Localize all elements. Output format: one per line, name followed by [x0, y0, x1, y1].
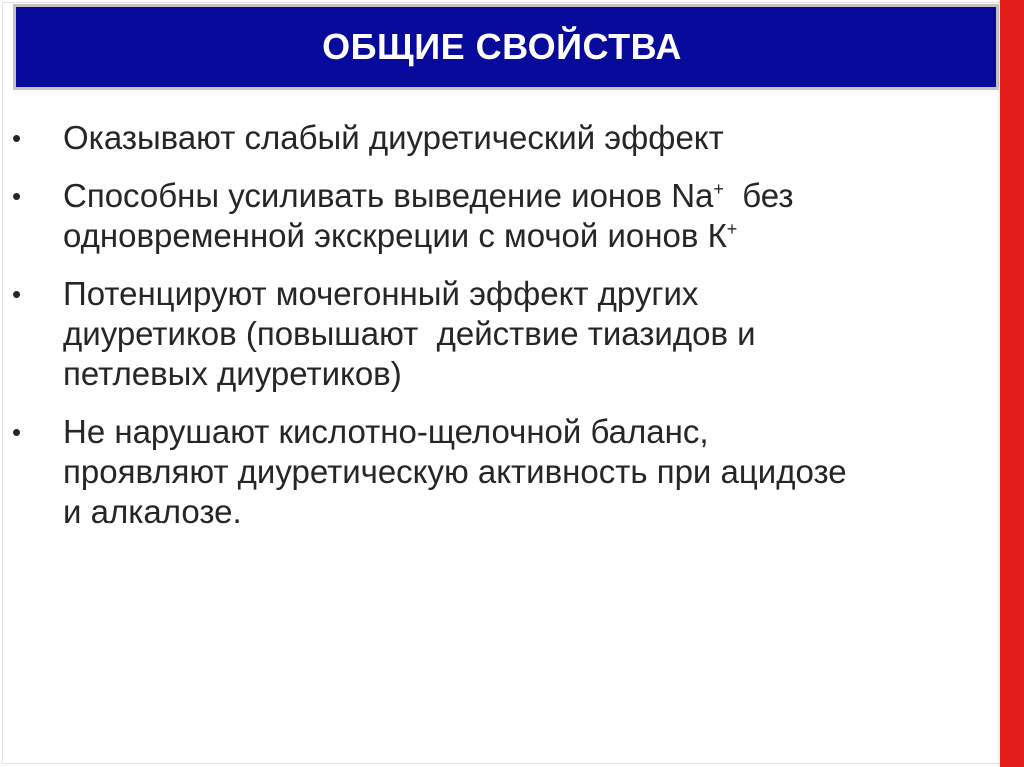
bullet-item-2: [0, 176, 1000, 256]
bullet-4-line-1: Не нарушают кислотно-щелочной баланс,: [63, 413, 709, 450]
bullet-4-line-2: проявляют диуретическую активность при ацидозе: [63, 453, 847, 490]
bullet-4-line-3: и алкалозе.: [63, 493, 242, 530]
sodium-charge: +: [713, 179, 724, 199]
bullet-2-text-b: без: [723, 177, 794, 214]
potassium-charge: +: [726, 219, 738, 239]
title-bar: [13, 4, 999, 90]
bullet-marker: •: [12, 417, 22, 447]
bullet-2-text-a: Способны усиливать выведение ионов Na: [63, 177, 714, 214]
bullet-marker: •: [12, 181, 22, 211]
bullet-1-line-1: Оказывают слабый диуретический эффект: [63, 119, 724, 156]
bullet-marker: •: [12, 123, 22, 153]
bullet-marker: •: [12, 279, 22, 309]
bullet-2-line-1: [63, 176, 1000, 216]
bullet-item-1: [0, 118, 1000, 158]
bullet-3-line-3: петлевых диуретиков): [63, 355, 402, 392]
bullet-list: [0, 118, 1000, 550]
bullet-2-line-2: [63, 216, 1000, 256]
bullet-2-text-c: одновременной экскреции с мочой ионов К: [63, 217, 727, 254]
slide-title: ОБЩИЕ СВОЙСТВА: [322, 26, 682, 67]
bullet-item-3: [0, 274, 1000, 394]
bullet-3-line-2: диуретиков (повышают действие тиазидов и: [63, 315, 756, 352]
accent-strip: [1000, 0, 1024, 767]
bullet-3-line-1: Потенцируют мочегонный эффект других: [63, 275, 699, 312]
bullet-item-4: [0, 412, 1000, 532]
